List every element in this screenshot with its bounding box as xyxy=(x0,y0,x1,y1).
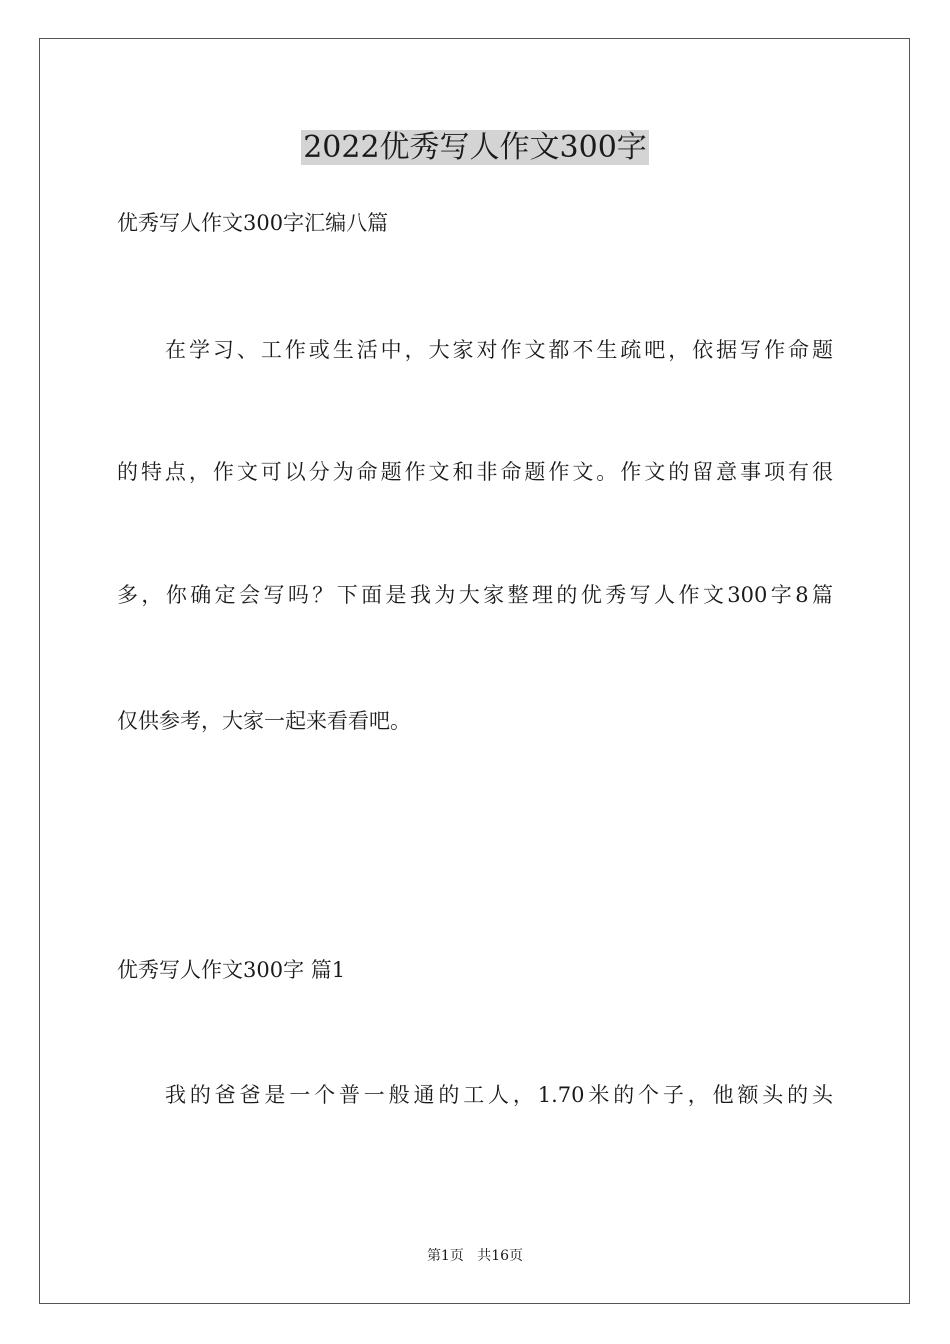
document-subtitle: 优秀写人作文300字汇编八篇 xyxy=(117,211,389,235)
page-total: 共16页 xyxy=(477,1248,524,1264)
page-number: 第1页 xyxy=(426,1248,464,1264)
intro-line-4: 仅供参考，大家一起来看看吧。 xyxy=(117,709,411,733)
intro-line-2: 的特点，作文可以分为命题作文和非命题作文。作文的留意事项有很 xyxy=(117,460,833,484)
intro-line-3: 多，你确定会写吗？下面是我为大家整理的优秀写人作文300字8篇 xyxy=(117,583,833,607)
intro-line-1: 在学习、工作或生活中，大家对作文都不生疏吧，依据写作命题 xyxy=(165,338,833,362)
document-title: 2022优秀写人作文300字 xyxy=(303,130,647,165)
section-heading: 优秀写人作文300字 篇1 xyxy=(117,958,346,982)
page-footer xyxy=(0,1246,950,1266)
section-paragraph-line-1: 我的爸爸是一个普一般通的工人，1.70米的个子，他额头的头 xyxy=(165,1083,833,1107)
